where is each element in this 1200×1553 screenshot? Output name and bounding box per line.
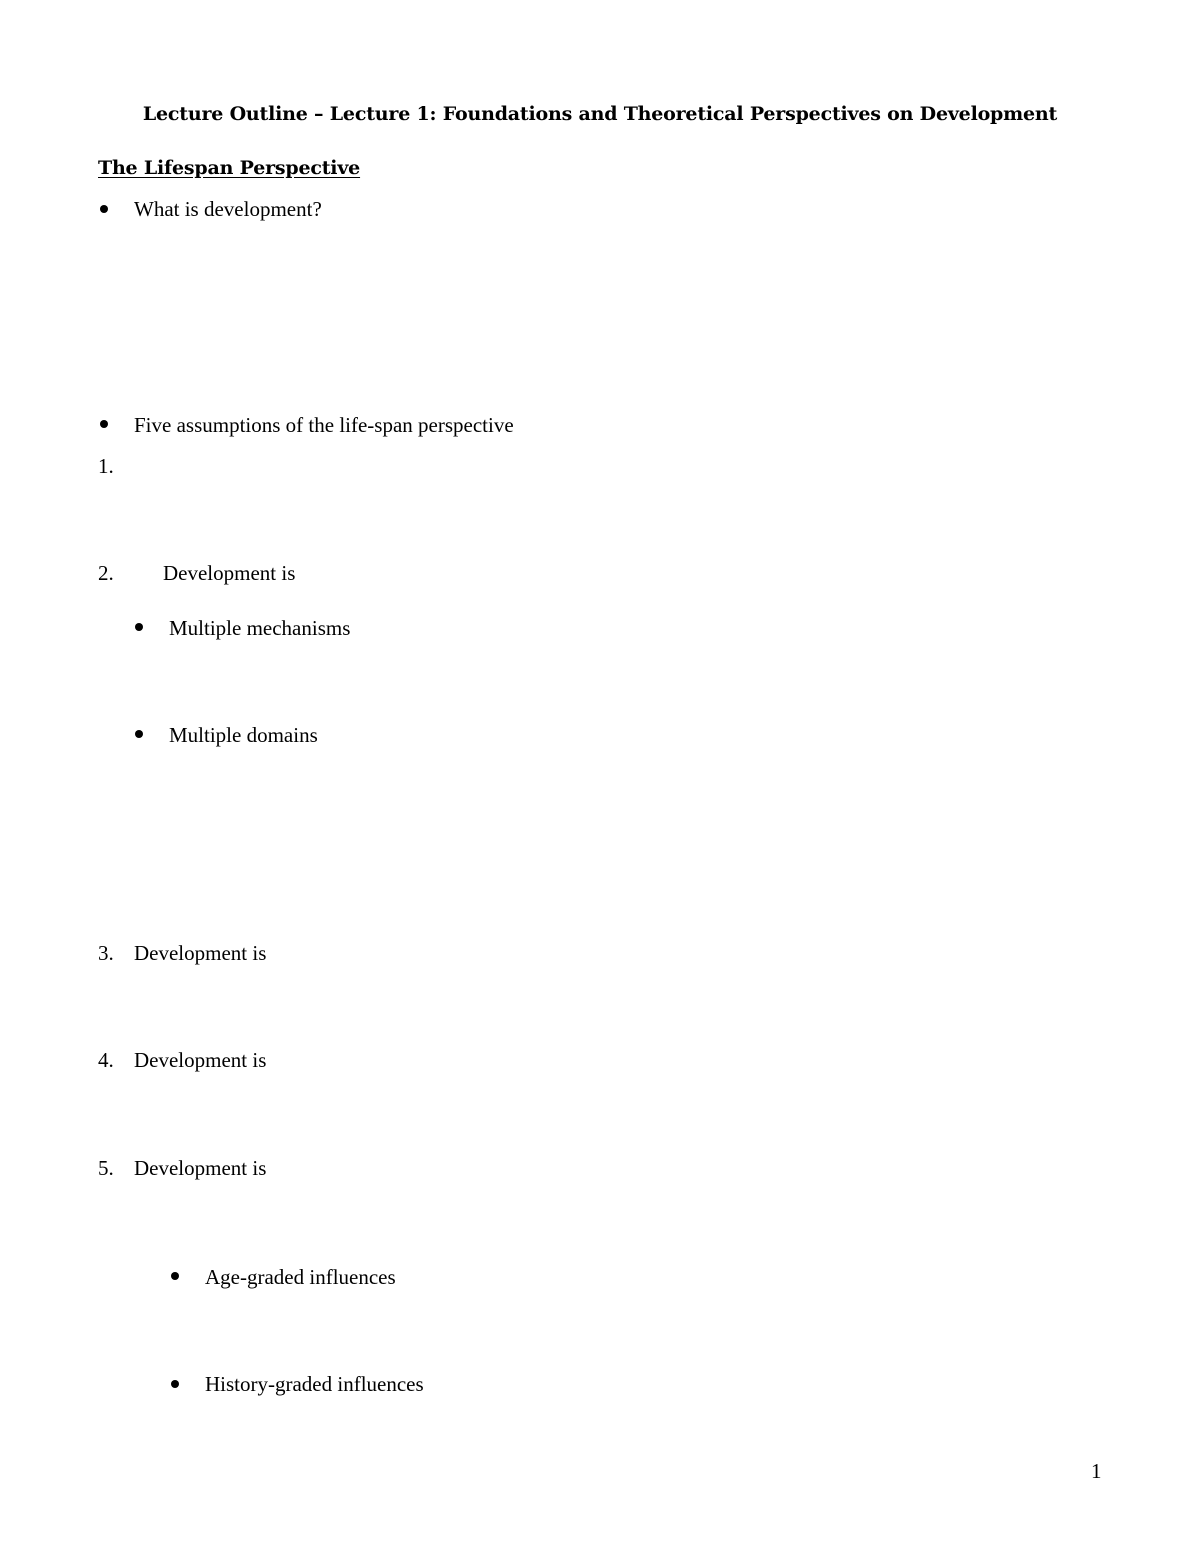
item-number: 2. xyxy=(98,561,114,585)
list-item-text: Age-graded influences xyxy=(205,1265,396,1289)
item-text: Development is xyxy=(134,1048,267,1072)
bullet-icon xyxy=(100,205,108,213)
page-number: 1 xyxy=(1091,1459,1102,1483)
bullet-icon xyxy=(100,420,108,428)
item-number: 1. xyxy=(98,454,114,478)
bullet-icon xyxy=(171,1380,179,1388)
item-text: Development is xyxy=(134,1156,267,1180)
bullet-icon xyxy=(171,1272,179,1280)
list-item-text: Five assumptions of the life-span perspective xyxy=(134,413,514,437)
item-number: 5. xyxy=(98,1156,114,1180)
list-item-text: What is development? xyxy=(134,197,322,221)
section-heading: The Lifespan Perspective xyxy=(98,157,361,179)
list-item-text: Multiple mechanisms xyxy=(169,616,351,640)
item-number: 4. xyxy=(98,1048,114,1072)
item-number: 3. xyxy=(98,941,114,965)
item-text: Development is xyxy=(134,941,267,965)
item-text: Development is xyxy=(163,561,296,585)
bullet-icon xyxy=(135,730,143,738)
document-title: Lecture Outline – Lecture 1: Foundations and Theoretical Perspectives on Development xyxy=(142,103,1058,125)
list-item-text: Multiple domains xyxy=(169,723,318,747)
bullet-icon xyxy=(135,623,143,631)
list-item-text: History-graded influences xyxy=(205,1372,424,1396)
